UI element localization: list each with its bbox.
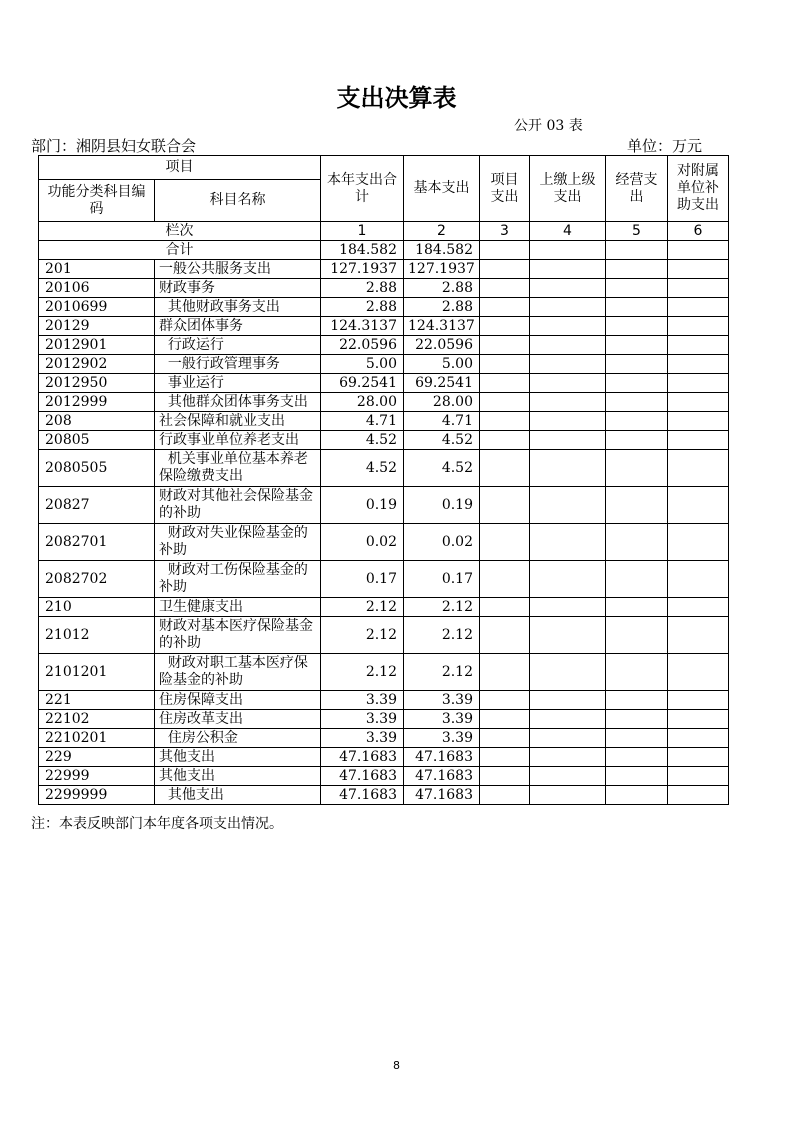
empty-cell <box>530 393 606 412</box>
row-basic: 2.88 <box>404 298 480 317</box>
empty-cell <box>606 279 668 298</box>
row-code: 20805 <box>39 431 155 450</box>
index-col-6: 6 <box>668 222 729 241</box>
row-code: 210 <box>39 598 155 617</box>
empty-cell <box>606 317 668 336</box>
header-project: 项目支出 <box>480 156 530 222</box>
table-row <box>39 355 729 374</box>
row-basic: 3.39 <box>404 691 480 710</box>
empty-cell <box>668 617 729 654</box>
row-basic: 2.12 <box>404 617 480 654</box>
row-name: 其他支出 <box>155 786 321 805</box>
empty-cell <box>480 241 530 260</box>
row-code: 201 <box>39 260 155 279</box>
row-total: 69.2541 <box>321 374 404 393</box>
empty-cell <box>480 374 530 393</box>
empty-cell <box>668 374 729 393</box>
row-basic: 127.1937 <box>404 260 480 279</box>
row-total: 3.39 <box>321 729 404 748</box>
row-total: 2.88 <box>321 298 404 317</box>
empty-cell <box>480 393 530 412</box>
empty-cell <box>530 260 606 279</box>
empty-cell <box>606 298 668 317</box>
empty-cell <box>668 524 729 561</box>
row-name: 其他群众团体事务支出 <box>155 393 321 412</box>
total-row-basic: 184.582 <box>404 241 480 260</box>
empty-cell <box>606 374 668 393</box>
row-total: 47.1683 <box>321 767 404 786</box>
row-basic: 47.1683 <box>404 767 480 786</box>
row-basic: 2.12 <box>404 654 480 691</box>
row-name: 其他支出 <box>155 748 321 767</box>
row-code: 22102 <box>39 710 155 729</box>
empty-cell <box>480 729 530 748</box>
empty-cell <box>668 561 729 598</box>
row-total: 2.88 <box>321 279 404 298</box>
table-row <box>39 431 729 450</box>
form-number: 公开 03 表 <box>514 118 583 134</box>
empty-cell <box>480 598 530 617</box>
empty-cell <box>480 786 530 805</box>
table-row <box>39 374 729 393</box>
row-code: 2082702 <box>39 561 155 598</box>
empty-cell <box>668 355 729 374</box>
table-row <box>39 524 729 561</box>
empty-cell <box>606 786 668 805</box>
row-name: 住房改革支出 <box>155 710 321 729</box>
total-row-total: 184.582 <box>321 241 404 260</box>
row-basic: 4.52 <box>404 431 480 450</box>
empty-cell <box>530 767 606 786</box>
empty-cell <box>530 412 606 431</box>
table-row <box>39 487 729 524</box>
row-code: 208 <box>39 412 155 431</box>
row-code: 2101201 <box>39 654 155 691</box>
table-row <box>39 748 729 767</box>
header-basic: 基本支出 <box>404 156 480 222</box>
row-code: 2299999 <box>39 786 155 805</box>
header-item: 项目 <box>39 156 321 180</box>
row-code: 2210201 <box>39 729 155 748</box>
empty-cell <box>606 487 668 524</box>
row-basic: 3.39 <box>404 729 480 748</box>
row-total: 127.1937 <box>321 260 404 279</box>
row-name: 社会保障和就业支出 <box>155 412 321 431</box>
table-row <box>39 260 729 279</box>
empty-cell <box>530 710 606 729</box>
row-total: 3.39 <box>321 710 404 729</box>
empty-cell <box>530 336 606 355</box>
empty-cell <box>480 260 530 279</box>
empty-cell <box>606 691 668 710</box>
row-code: 20827 <box>39 487 155 524</box>
header-subject-name: 科目名称 <box>155 180 321 222</box>
empty-cell <box>480 524 530 561</box>
empty-cell <box>480 336 530 355</box>
table-row <box>39 691 729 710</box>
total-row <box>39 241 729 260</box>
row-basic: 47.1683 <box>404 786 480 805</box>
row-total: 3.39 <box>321 691 404 710</box>
row-name: 财政对职工基本医疗保险基金的补助 <box>155 654 321 691</box>
table-row <box>39 336 729 355</box>
row-code: 2012902 <box>39 355 155 374</box>
empty-cell <box>606 431 668 450</box>
empty-cell <box>668 336 729 355</box>
row-total: 2.12 <box>321 654 404 691</box>
empty-cell <box>530 729 606 748</box>
table-row <box>39 617 729 654</box>
table-row <box>39 654 729 691</box>
empty-cell <box>480 767 530 786</box>
row-total: 4.52 <box>321 450 404 487</box>
empty-cell <box>530 487 606 524</box>
table-row <box>39 598 729 617</box>
index-col-3: 3 <box>480 222 530 241</box>
empty-cell <box>480 298 530 317</box>
empty-cell <box>668 710 729 729</box>
empty-cell <box>606 355 668 374</box>
row-code: 229 <box>39 748 155 767</box>
row-total: 2.12 <box>321 617 404 654</box>
empty-cell <box>606 617 668 654</box>
header-subsidy: 对附属单位补助支出 <box>668 156 729 222</box>
empty-cell <box>668 298 729 317</box>
empty-cell <box>668 487 729 524</box>
empty-cell <box>530 298 606 317</box>
row-code: 2012950 <box>39 374 155 393</box>
empty-cell <box>480 355 530 374</box>
row-basic: 2.12 <box>404 598 480 617</box>
row-basic: 0.17 <box>404 561 480 598</box>
row-name: 住房公积金 <box>155 729 321 748</box>
table-row <box>39 450 729 487</box>
row-basic: 3.39 <box>404 710 480 729</box>
empty-cell <box>606 748 668 767</box>
empty-cell <box>606 598 668 617</box>
row-name: 一般行政管理事务 <box>155 355 321 374</box>
empty-cell <box>668 260 729 279</box>
table-row <box>39 710 729 729</box>
table-row <box>39 412 729 431</box>
empty-cell <box>606 450 668 487</box>
total-row-label: 合计 <box>39 241 321 260</box>
empty-cell <box>530 279 606 298</box>
row-total: 5.00 <box>321 355 404 374</box>
row-basic: 0.02 <box>404 524 480 561</box>
department-label: 部门：湘阴县妇女联合会 <box>31 137 197 155</box>
row-name: 其他财政事务支出 <box>155 298 321 317</box>
empty-cell <box>480 561 530 598</box>
empty-cell <box>668 241 729 260</box>
row-basic: 124.3137 <box>404 317 480 336</box>
empty-cell <box>668 317 729 336</box>
row-name: 群众团体事务 <box>155 317 321 336</box>
row-code: 20106 <box>39 279 155 298</box>
empty-cell <box>480 654 530 691</box>
row-basic: 5.00 <box>404 355 480 374</box>
unit-label: 单位：万元 <box>627 137 703 155</box>
table-row <box>39 786 729 805</box>
row-name: 一般公共服务支出 <box>155 260 321 279</box>
empty-cell <box>668 729 729 748</box>
header-operation: 经营支出 <box>606 156 668 222</box>
row-name: 财政对失业保险基金的补助 <box>155 524 321 561</box>
empty-cell <box>668 412 729 431</box>
empty-cell <box>606 767 668 786</box>
table-row <box>39 279 729 298</box>
row-total: 0.02 <box>321 524 404 561</box>
empty-cell <box>668 431 729 450</box>
empty-cell <box>530 748 606 767</box>
row-name: 住房保障支出 <box>155 691 321 710</box>
footnote: 注：本表反映部门本年度各项支出情况。 <box>31 816 283 832</box>
empty-cell <box>530 691 606 710</box>
row-total: 0.17 <box>321 561 404 598</box>
empty-cell <box>606 393 668 412</box>
empty-cell <box>668 450 729 487</box>
row-code: 2012901 <box>39 336 155 355</box>
empty-cell <box>668 691 729 710</box>
empty-cell <box>606 241 668 260</box>
row-total: 4.52 <box>321 431 404 450</box>
empty-cell <box>606 336 668 355</box>
row-total: 4.71 <box>321 412 404 431</box>
header-func-code: 功能分类科目编码 <box>39 180 155 222</box>
empty-cell <box>480 748 530 767</box>
empty-cell <box>480 279 530 298</box>
empty-cell <box>480 710 530 729</box>
row-basic: 0.19 <box>404 487 480 524</box>
row-basic: 69.2541 <box>404 374 480 393</box>
row-name: 其他支出 <box>155 767 321 786</box>
table-row <box>39 298 729 317</box>
row-total: 47.1683 <box>321 748 404 767</box>
empty-cell <box>480 317 530 336</box>
empty-cell <box>668 767 729 786</box>
index-col-5: 5 <box>606 222 668 241</box>
table-row <box>39 767 729 786</box>
empty-cell <box>668 279 729 298</box>
empty-cell <box>606 524 668 561</box>
row-basic: 4.52 <box>404 450 480 487</box>
table-row <box>39 729 729 748</box>
empty-cell <box>480 691 530 710</box>
expenditure-table <box>38 155 729 805</box>
empty-cell <box>530 654 606 691</box>
empty-cell <box>606 654 668 691</box>
page-title: 支出决算表 <box>336 84 457 112</box>
empty-cell <box>606 260 668 279</box>
empty-cell <box>480 450 530 487</box>
empty-cell <box>530 450 606 487</box>
index-col-1: 1 <box>321 222 404 241</box>
empty-cell <box>668 598 729 617</box>
row-basic: 47.1683 <box>404 748 480 767</box>
empty-cell <box>530 241 606 260</box>
row-code: 2010699 <box>39 298 155 317</box>
row-code: 20129 <box>39 317 155 336</box>
row-total: 124.3137 <box>321 317 404 336</box>
index-col-2: 2 <box>404 222 480 241</box>
row-basic: 28.00 <box>404 393 480 412</box>
row-name: 事业运行 <box>155 374 321 393</box>
row-total: 47.1683 <box>321 786 404 805</box>
index-col-4: 4 <box>530 222 606 241</box>
empty-cell <box>480 412 530 431</box>
index-row-label: 栏次 <box>39 222 321 241</box>
row-basic: 4.71 <box>404 412 480 431</box>
empty-cell <box>530 355 606 374</box>
row-name: 财政对其他社会保险基金的补助 <box>155 487 321 524</box>
row-code: 22999 <box>39 767 155 786</box>
empty-cell <box>668 786 729 805</box>
header-remit: 上缴上级支出 <box>530 156 606 222</box>
empty-cell <box>668 748 729 767</box>
table-row <box>39 393 729 412</box>
empty-cell <box>530 524 606 561</box>
row-name: 财政事务 <box>155 279 321 298</box>
row-name: 财政对基本医疗保险基金的补助 <box>155 617 321 654</box>
row-code: 21012 <box>39 617 155 654</box>
empty-cell <box>606 729 668 748</box>
empty-cell <box>480 487 530 524</box>
header-total: 本年支出合计 <box>321 156 404 222</box>
page-number: 8 <box>393 1059 400 1072</box>
empty-cell <box>668 393 729 412</box>
empty-cell <box>530 374 606 393</box>
row-name: 机关事业单位基本养老保险缴费支出 <box>155 450 321 487</box>
row-total: 22.0596 <box>321 336 404 355</box>
empty-cell <box>606 412 668 431</box>
row-name: 行政运行 <box>155 336 321 355</box>
row-code: 221 <box>39 691 155 710</box>
empty-cell <box>530 786 606 805</box>
table-row <box>39 561 729 598</box>
empty-cell <box>606 710 668 729</box>
empty-cell <box>530 561 606 598</box>
row-code: 2012999 <box>39 393 155 412</box>
empty-cell <box>480 431 530 450</box>
empty-cell <box>530 431 606 450</box>
row-total: 28.00 <box>321 393 404 412</box>
empty-cell <box>530 598 606 617</box>
empty-cell <box>668 654 729 691</box>
row-code: 2082701 <box>39 524 155 561</box>
row-total: 2.12 <box>321 598 404 617</box>
row-total: 0.19 <box>321 487 404 524</box>
row-name: 行政事业单位养老支出 <box>155 431 321 450</box>
table-row <box>39 317 729 336</box>
row-name: 卫生健康支出 <box>155 598 321 617</box>
row-name: 财政对工伤保险基金的补助 <box>155 561 321 598</box>
empty-cell <box>606 561 668 598</box>
empty-cell <box>480 617 530 654</box>
row-code: 2080505 <box>39 450 155 487</box>
row-basic: 2.88 <box>404 279 480 298</box>
empty-cell <box>530 617 606 654</box>
row-basic: 22.0596 <box>404 336 480 355</box>
empty-cell <box>530 317 606 336</box>
